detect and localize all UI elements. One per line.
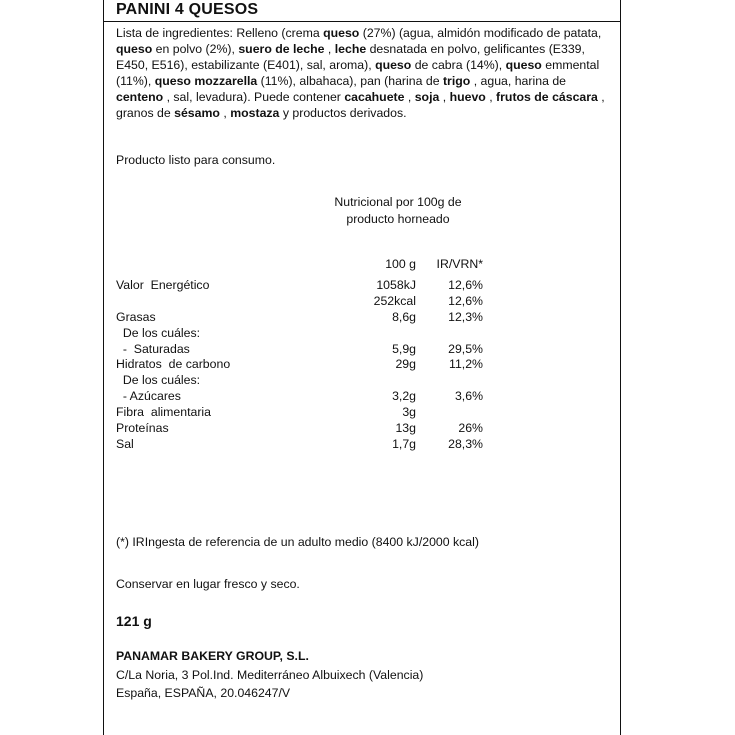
nutrition-value-ir: 29,5% xyxy=(448,342,483,356)
ingredient-text: desnatada en polvo, gelificantes (E339, E450, E516), estabilizante (E401), sal, aroma), xyxy=(116,42,585,73)
ingredient-text: , xyxy=(439,90,450,105)
nutrition-value-100g: 252kcal xyxy=(373,294,416,308)
net-weight: 121 g xyxy=(116,613,152,629)
nutrition-header xyxy=(313,194,483,228)
company-address-line1: C/La Noria, 3 Pol.Ind. Mediterráneo Albuixech (Valencia) xyxy=(116,668,424,682)
reference-intake-note: (*) IRIngesta de referencia de un adulto medio (8400 kJ/2000 kcal) xyxy=(116,535,479,549)
allergen-text: centeno xyxy=(116,90,164,105)
column-ir-vrn: IR/VRN* xyxy=(436,257,483,271)
storage-instructions: Conservar en lugar fresco y seco. xyxy=(116,577,300,591)
ingredient-text: Lista de ingredientes: Relleno (crema xyxy=(116,26,324,40)
ingredient-text: , xyxy=(324,42,335,57)
nutrition-value-100g: 8,6g xyxy=(392,310,416,324)
ready-to-eat-note: Producto listo para consumo. xyxy=(116,153,276,167)
nutrition-value-ir: 12,6% xyxy=(448,294,483,308)
nutrition-label: De los cuáles: xyxy=(116,373,201,387)
column-per-100g: 100 g xyxy=(385,257,416,271)
nutrition-value-ir: 28,3% xyxy=(448,437,483,451)
allergen-text: trigo xyxy=(442,74,471,89)
nutrition-label: Hidratos de carbono xyxy=(116,357,231,371)
nutrition-value-ir: 12,3% xyxy=(448,310,483,324)
company-address-line2: España, ESPAÑA, 20.046247/V xyxy=(116,686,291,700)
ingredient-text: (11%), albahaca), pan (harina de xyxy=(257,74,443,89)
nutrition-value-100g: 1,7g xyxy=(392,437,416,451)
nutrition-value-100g: 5,9g xyxy=(392,342,416,356)
nutrition-value-100g: 3,2g xyxy=(392,389,416,403)
nutrition-value-ir: 3,6% xyxy=(454,389,483,403)
nutrition-value-ir: 11,2% xyxy=(449,357,483,371)
nutrition-value-100g: 29g xyxy=(395,357,416,371)
ingredient-text: y productos derivados. xyxy=(279,106,407,121)
ingredients-list xyxy=(116,25,613,122)
ingredient-text: en polvo (2%), xyxy=(152,42,239,57)
ingredient-text: emmental (11%), xyxy=(116,58,600,89)
nutrition-value-ir: 12,6% xyxy=(448,278,483,292)
allergen-text: queso mozzarella xyxy=(154,74,258,89)
ingredient-text: , xyxy=(485,90,497,105)
ingredient-text: , xyxy=(404,90,415,105)
product-title: PANINI 4 QUESOS xyxy=(116,1,259,18)
title-divider xyxy=(103,21,621,22)
ingredient-text: , granos de xyxy=(116,90,605,121)
ingredient-text: , sal, levadura). Puede contener xyxy=(163,90,345,105)
allergen-text: cacahuete xyxy=(344,90,405,105)
allergen-text: huevo xyxy=(449,90,486,105)
nutrition-label: Proteínas xyxy=(116,421,169,435)
nutrition-header-line1: Nutricional por 100g de xyxy=(334,195,462,209)
nutrition-label: Fibra alimentaria xyxy=(116,405,211,419)
ingredient-text: de cabra (14%), xyxy=(411,58,506,73)
nutrition-value-ir: 26% xyxy=(458,421,483,435)
allergen-text: frutos de cáscara xyxy=(496,90,598,105)
allergen-text: queso xyxy=(375,58,412,73)
nutrition-label: - Azúcares xyxy=(116,389,181,403)
allergen-text: mostaza xyxy=(230,106,280,121)
nutrition-value-100g: 1058kJ xyxy=(376,278,416,292)
nutrition-value-100g: 3g xyxy=(402,405,416,419)
allergen-text: leche xyxy=(334,42,367,57)
allergen-text: soja xyxy=(414,90,440,105)
allergen-text: queso xyxy=(505,58,542,73)
nutrition-label: Grasas xyxy=(116,310,156,324)
allergen-text: queso xyxy=(323,26,360,40)
ingredient-text: (27%) (agua, almidón modificado de patata, xyxy=(359,26,602,40)
ingredient-text: , xyxy=(219,106,231,121)
nutrition-value-100g: 13g xyxy=(395,421,416,435)
nutrition-label: Valor Energético xyxy=(116,278,210,292)
nutrition-label: De los cuáles: xyxy=(116,326,201,340)
nutrition-label: - Saturadas xyxy=(116,342,190,356)
nutrition-header-line2: producto horneado xyxy=(346,212,450,226)
nutrition-label: Sal xyxy=(116,437,134,451)
allergen-text: suero de leche xyxy=(238,42,325,57)
company-name: PANAMAR BAKERY GROUP, S.L. xyxy=(116,649,309,663)
allergen-text: sésamo xyxy=(174,106,220,121)
ingredient-text: , agua, harina de xyxy=(470,74,566,89)
allergen-text: queso xyxy=(116,42,153,57)
